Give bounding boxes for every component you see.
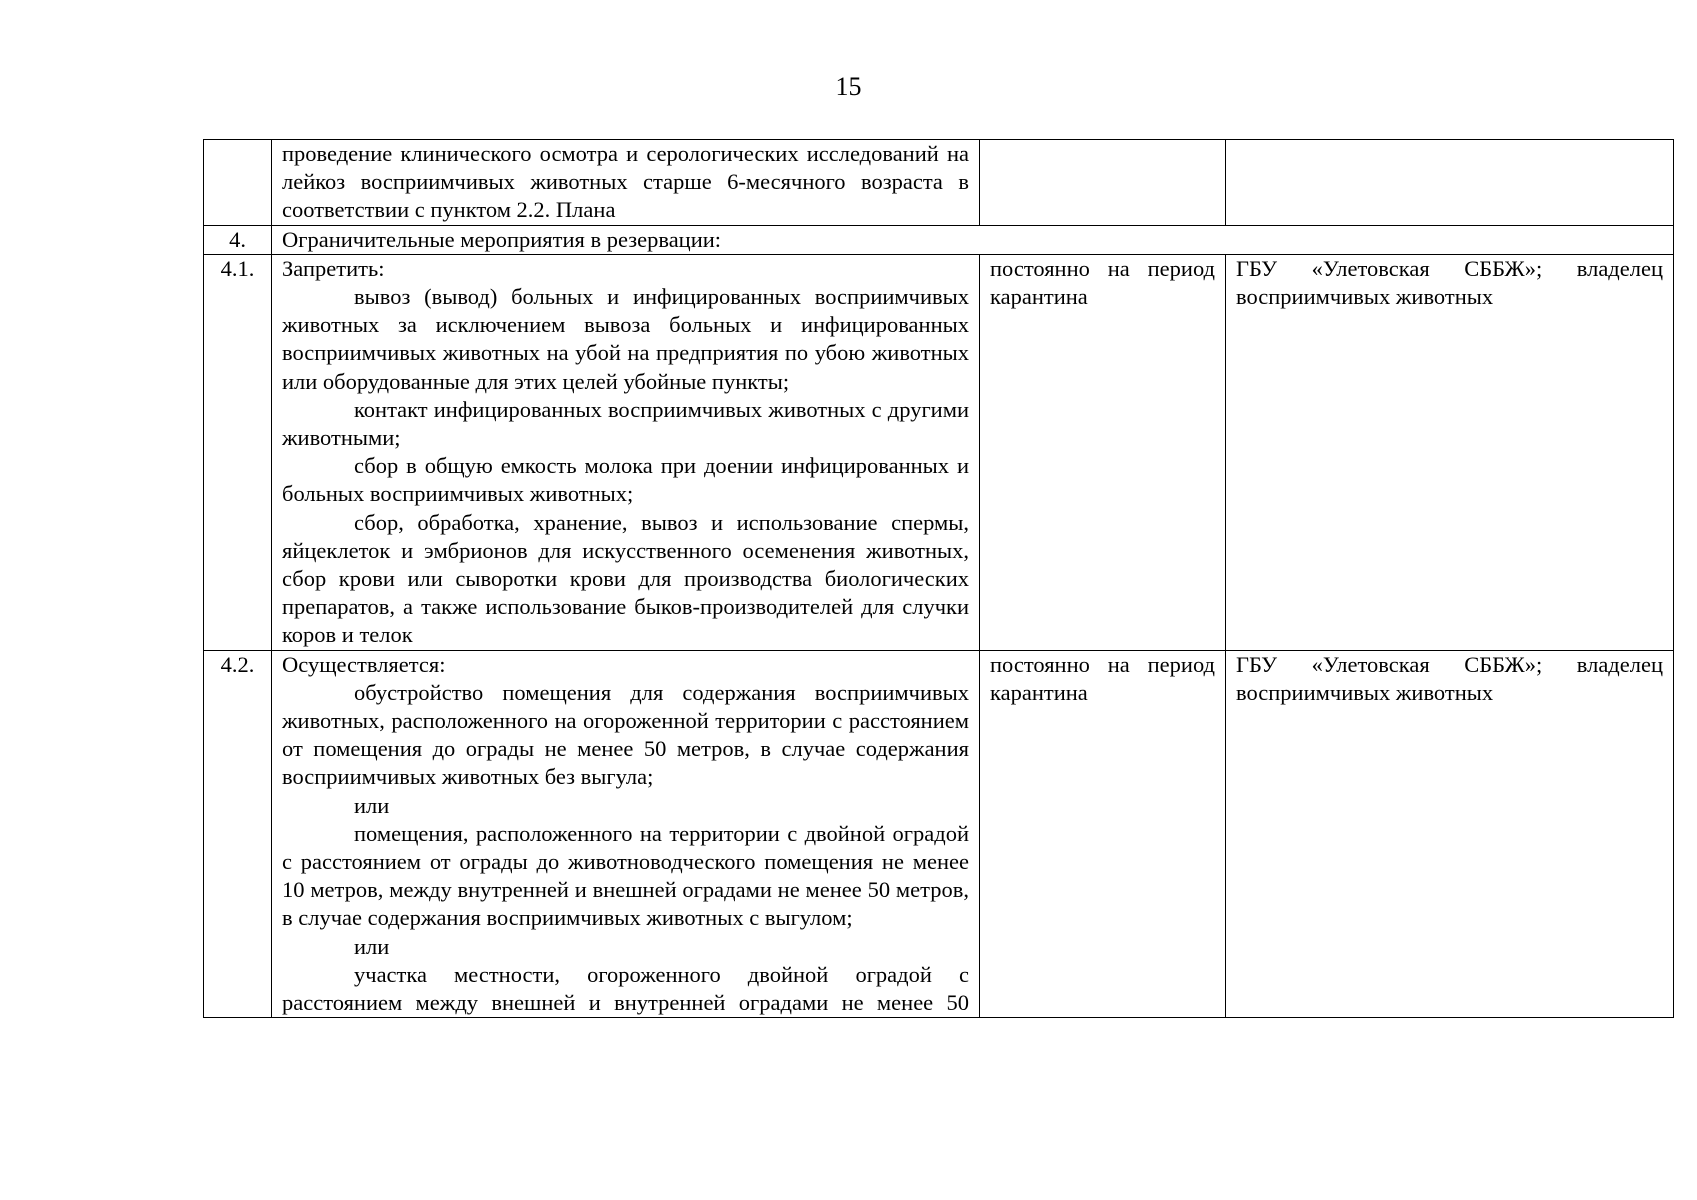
activity-lead: Запретить: xyxy=(282,255,385,281)
activity-item: обустройство помещения для содержания восприимчивых животных, расположенного на огороженной территории с расстоянием от помещения до ограды не менее 50 метров, в случае содержания восприимчивых животных без выгула; xyxy=(282,679,969,790)
row-number: 4. xyxy=(204,225,272,254)
table-row xyxy=(204,254,1674,650)
activity-item-cut xyxy=(282,989,969,1017)
term-cell: постоянно на период карантина xyxy=(980,650,1226,1017)
activity-item: участка местности, огороженного двойной оградой с xyxy=(354,961,969,987)
term-cell xyxy=(980,140,1226,226)
responsible-cell xyxy=(1226,140,1674,226)
term-cell: постоянно на период карантина xyxy=(980,254,1226,650)
table-row xyxy=(204,140,1674,226)
table-row xyxy=(204,225,1674,254)
row-number: 4.2. xyxy=(204,650,272,1017)
activity-text: проведение клинического осмотра и серологических исследований на лейкоз восприимчивых животных старше 6-месячного возраста в соответствии с пунктом 2.2. Плана xyxy=(282,141,969,223)
activity-cell xyxy=(272,140,980,226)
measures-table xyxy=(203,139,1674,1018)
page-number: 15 xyxy=(835,72,862,101)
activity-item: сбор в общую емкость молока при доении инфицированных и больных восприимчивых животных; xyxy=(282,453,969,507)
activity-item: сбор, обработка, хранение, вывоз и использование спермы, яйцеклеток и эмбрионов для искусственного осеменения животных, сбор крови или сыворотки крови для производства биологических препаратов, а также использование быков-производителей для случки коров и телок xyxy=(282,509,969,648)
activity-item: помещения, расположенного на территории с двойной оградой с расстоянием от ограды до животноводческого помещения не менее 10 метров, между внутренней и внешней оградами не менее 50 метров, в случае содержания восприимчивых животных с выгулом; xyxy=(282,820,969,931)
activity-lead: Осуществляется: xyxy=(282,651,446,677)
activity-item: контакт инфицированных восприимчивых животных с другими животными; xyxy=(282,396,969,451)
activity-connector: или xyxy=(354,933,390,959)
section-heading: Ограничительные мероприятия в резервации: xyxy=(272,225,1674,254)
activity-item-tail: расстоянием между внешней и внутренней оградами не менее 50 xyxy=(282,990,969,1016)
responsible-cell: ГБУ «Улетовская СББЖ»; владелец восприимчивых животных xyxy=(1226,650,1674,1017)
table-row xyxy=(204,650,1674,1017)
row-number: 4.1. xyxy=(204,254,272,650)
row-number xyxy=(204,140,272,226)
activity-cell xyxy=(272,254,980,650)
activity-connector: или xyxy=(354,792,390,818)
activity-item: вывоз (вывод) больных и инфицированных восприимчивых животных за исключением вывоза больных и инфицированных восприимчивых животных на убой на предприятия по убою животных или оборудованные для этих целей убойные пункты; xyxy=(282,284,969,394)
responsible-cell: ГБУ «Улетовская СББЖ»; владелец восприимчивых животных xyxy=(1226,254,1674,650)
activity-cell xyxy=(272,650,980,1017)
